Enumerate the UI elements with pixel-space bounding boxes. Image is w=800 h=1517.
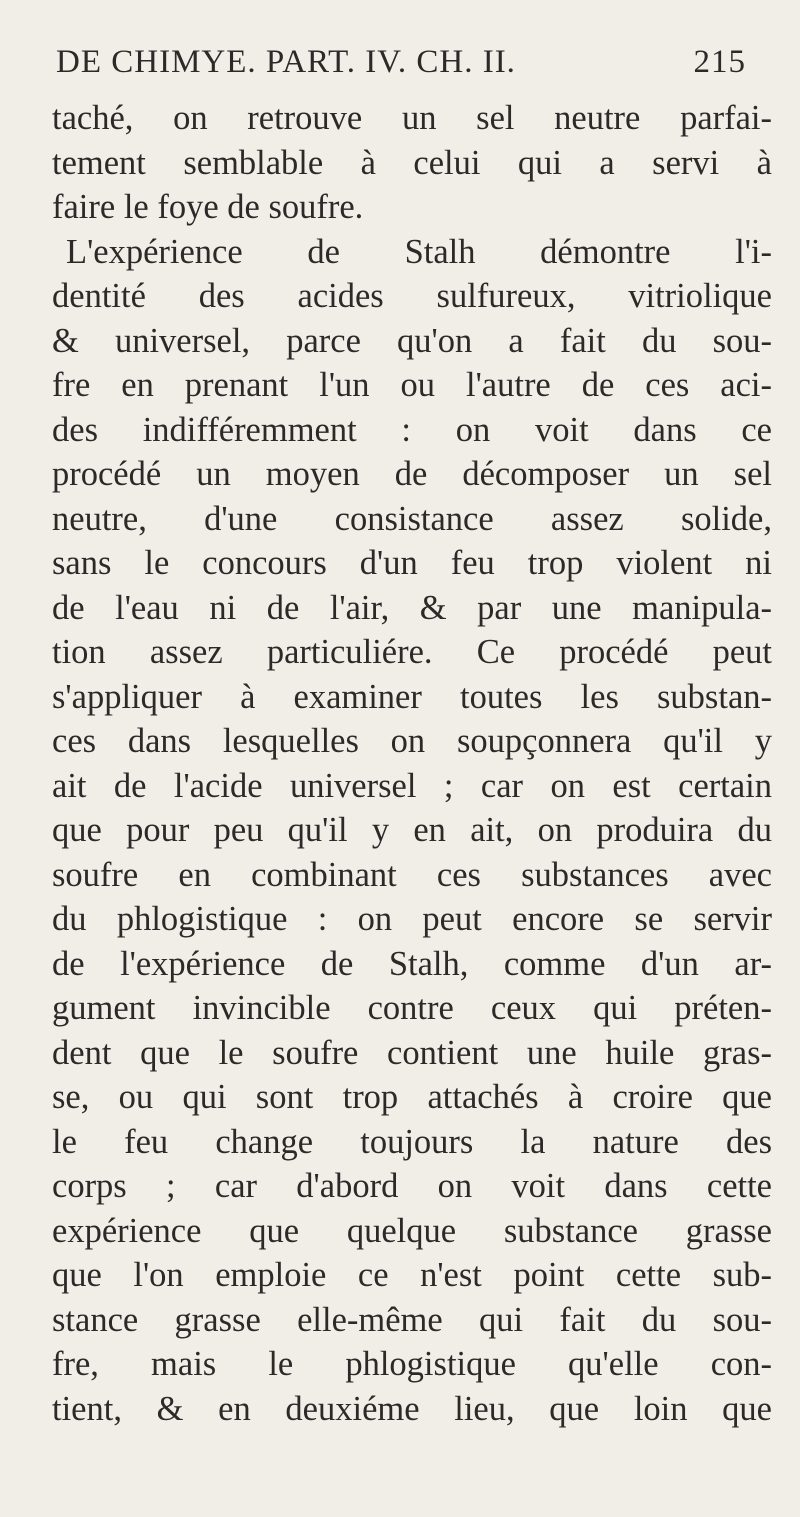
text-line: dent que le soufre contient une huile gras- <box>52 1033 772 1072</box>
body-text <box>52 96 772 1431</box>
text-line: expérience que quelque substance grasse <box>52 1211 772 1250</box>
text-line: faire le foye de soufre. <box>52 188 364 226</box>
text-line: & universel, parce qu'on a fait du sou- <box>52 321 772 360</box>
text-line: corps ; car d'abord on voit dans cette <box>52 1167 772 1205</box>
text-line: du phlogistique : on peut encore se servir <box>52 900 772 938</box>
paragraph-start-line: L'expérience de Stalh démontre l'i- <box>66 232 772 271</box>
text-line: des indifféremment : on voit dans ce <box>52 410 772 449</box>
text-line: de l'expérience de Stalh, comme d'un ar- <box>52 944 772 983</box>
text-line: gument invincible contre ceux qui préten- <box>52 989 772 1027</box>
text-line: taché, on retrouve un sel neutre parfai- <box>52 99 772 137</box>
text-line: ait de l'acide universel ; car on est certain <box>52 766 772 805</box>
text-line: s'appliquer à examiner toutes les substan- <box>52 677 772 716</box>
text-line: sans le concours d'un feu trop violent ni <box>52 544 772 582</box>
text-line: tion assez particuliére. Ce procédé peut <box>52 633 772 671</box>
text-line: procédé un moyen de décomposer un sel <box>52 455 772 493</box>
text-line: stance grasse elle-même qui fait du sou- <box>52 1300 772 1339</box>
text-line: neutre, d'une consistance assez solide, <box>52 499 772 538</box>
text-line: de l'eau ni de l'air, & par une manipula- <box>52 588 772 627</box>
text-line: le feu change toujours la nature des <box>52 1122 772 1161</box>
text-line: tement semblable à celui qui a servi à <box>52 143 772 182</box>
text-line: se, ou qui sont trop attachés à croire que <box>52 1078 772 1116</box>
text-line: que l'on emploie ce n'est point cette sub- <box>52 1256 772 1294</box>
text-line: que pour peu qu'il y en ait, on produira du <box>52 811 772 849</box>
page-number: 215 <box>693 44 746 80</box>
text-line: dentité des acides sulfureux, vitriolique <box>52 277 772 315</box>
text-line: ces dans lesquelles on soupçonnera qu'il y <box>52 722 772 760</box>
text-line: fre en prenant l'un ou l'autre de ces aci- <box>52 366 772 404</box>
running-head <box>56 44 746 92</box>
text-line: tient, & en deuxiéme lieu, que loin que <box>52 1389 772 1428</box>
text-line: fre, mais le phlogistique qu'elle con- <box>52 1345 772 1383</box>
text-line: soufre en combinant ces substances avec <box>52 855 772 894</box>
running-head-title: DE CHIMYE. PART. IV. CH. II. <box>56 44 516 80</box>
